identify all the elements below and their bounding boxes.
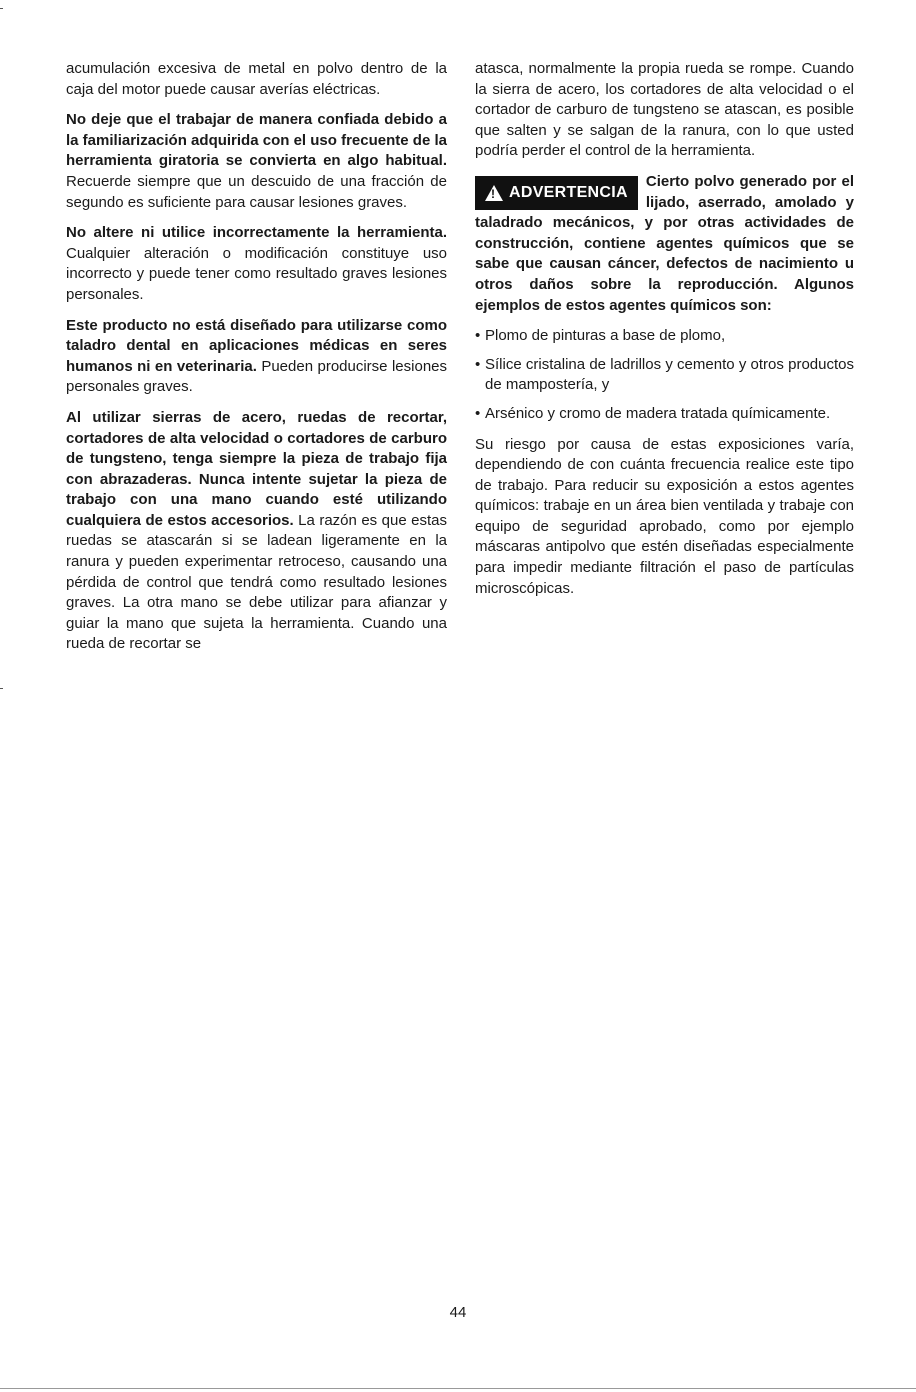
crop-mark xyxy=(0,688,3,689)
clamp-bold: Al utilizar sierras de acero, ruedas de recortar, cortadores de alta velocidad o cortadores de carburo de tungsteno, tenga siempre la pieza de trabajo fija con abrazaderas. Nunca intente sujetar la pieza de trabajo con una mano cuando esté utilizando cualquiera de estos accesorios. xyxy=(66,408,447,529)
list-item: • Plomo de pinturas a base de plomo, xyxy=(475,326,854,347)
paragraph-wheel-jam: atasca, normalmente la propia rueda se rompe. Cuando la sierra de acero, los cortadores de alta velocidad o el cortador de carburo de tungsteno se atascan, es posible que salten y se salgan de la ranura, con lo que usted podría perder el control de la herramienta. xyxy=(475,60,854,160)
crop-mark xyxy=(0,8,3,9)
warning-label: ADVERTENCIA xyxy=(509,183,628,201)
warning-badge xyxy=(475,176,638,210)
page-bottom-rule xyxy=(0,1388,916,1389)
not-dental-text: Pueden producirse lesiones personales graves. xyxy=(66,357,447,396)
paragraph-exposure-risk: Su riesgo por causa de estas exposiciones varía, dependiendo de con cuánta frecuencia realice este tipo de trabajo. Para reducir su exposición a estos agentes químicos: trabaje en un área bien ventilada y trabaje con equipo de seguridad aprobado, como por ejemplo máscaras antipolvo que estén diseñadas especialmente para impedir mediante filtración el paso de partículas microscópicas. xyxy=(475,435,854,597)
list-item: • Sílice cristalina de ladrillos y cemento y otros productos de mampostería, y xyxy=(475,355,854,396)
warning-triangle-icon xyxy=(485,185,503,201)
no-alter-bold: No altere ni utilice incorrectamente la herramienta. xyxy=(66,224,447,242)
not-dental-bold: Este producto no está diseñado para utilizarse como taladro dental en aplicaciones médicas en seres humanos ni en veterinaria. xyxy=(66,316,447,375)
paragraph-not-dental xyxy=(66,316,447,398)
familiarity-text: Recuerde siempre que un descuido de una fracción de segundo es suficiente para causar lesiones graves. xyxy=(66,172,447,211)
clamp-text: La razón es que estas ruedas se atascarán si se ladean ligeramente en la ranura y pueden experimentar retroceso, causando una pérdida de control que tendrá como resultado lesiones graves. La otra mano se debe utilizar para afianzar y guiar la mano que sujeta la herramienta. Cuando una rueda de recortar se xyxy=(66,511,448,653)
warning-text: Cierto polvo generado por el lijado, aserrado, amolado y taladrado mecánicos, y por otras actividades de construcción, contiene agentes químicos que se sabe que causan cáncer, defectos de nacimiento u otros daños sobre la reproducción. Algunos ejemplos de estos agentes químicos son: xyxy=(475,172,854,314)
warning-block xyxy=(475,172,854,316)
paragraph-clamp-workpiece xyxy=(66,408,447,655)
list-item: • Arsénico y cromo de madera tratada químicamente. xyxy=(475,404,854,425)
left-column xyxy=(66,59,447,665)
chemical-list xyxy=(475,326,854,424)
paragraph-familiarity xyxy=(66,110,447,213)
right-column xyxy=(475,59,854,609)
no-alter-text: Cualquier alteración o modificación constituye uso incorrecto y puede tener como resultado graves lesiones personales. xyxy=(66,244,447,303)
familiarity-bold: No deje que el trabajar de manera confiada debido a la familiarización adquirida con el uso frecuente de la herramienta giratoria se convierta en algo habitual. xyxy=(66,111,447,170)
page-number: 44 xyxy=(449,1304,467,1321)
paragraph-metal-dust: acumulación excesiva de metal en polvo dentro de la caja del motor puede causar averías eléctricas. xyxy=(66,60,447,98)
paragraph-no-alter xyxy=(66,223,447,305)
